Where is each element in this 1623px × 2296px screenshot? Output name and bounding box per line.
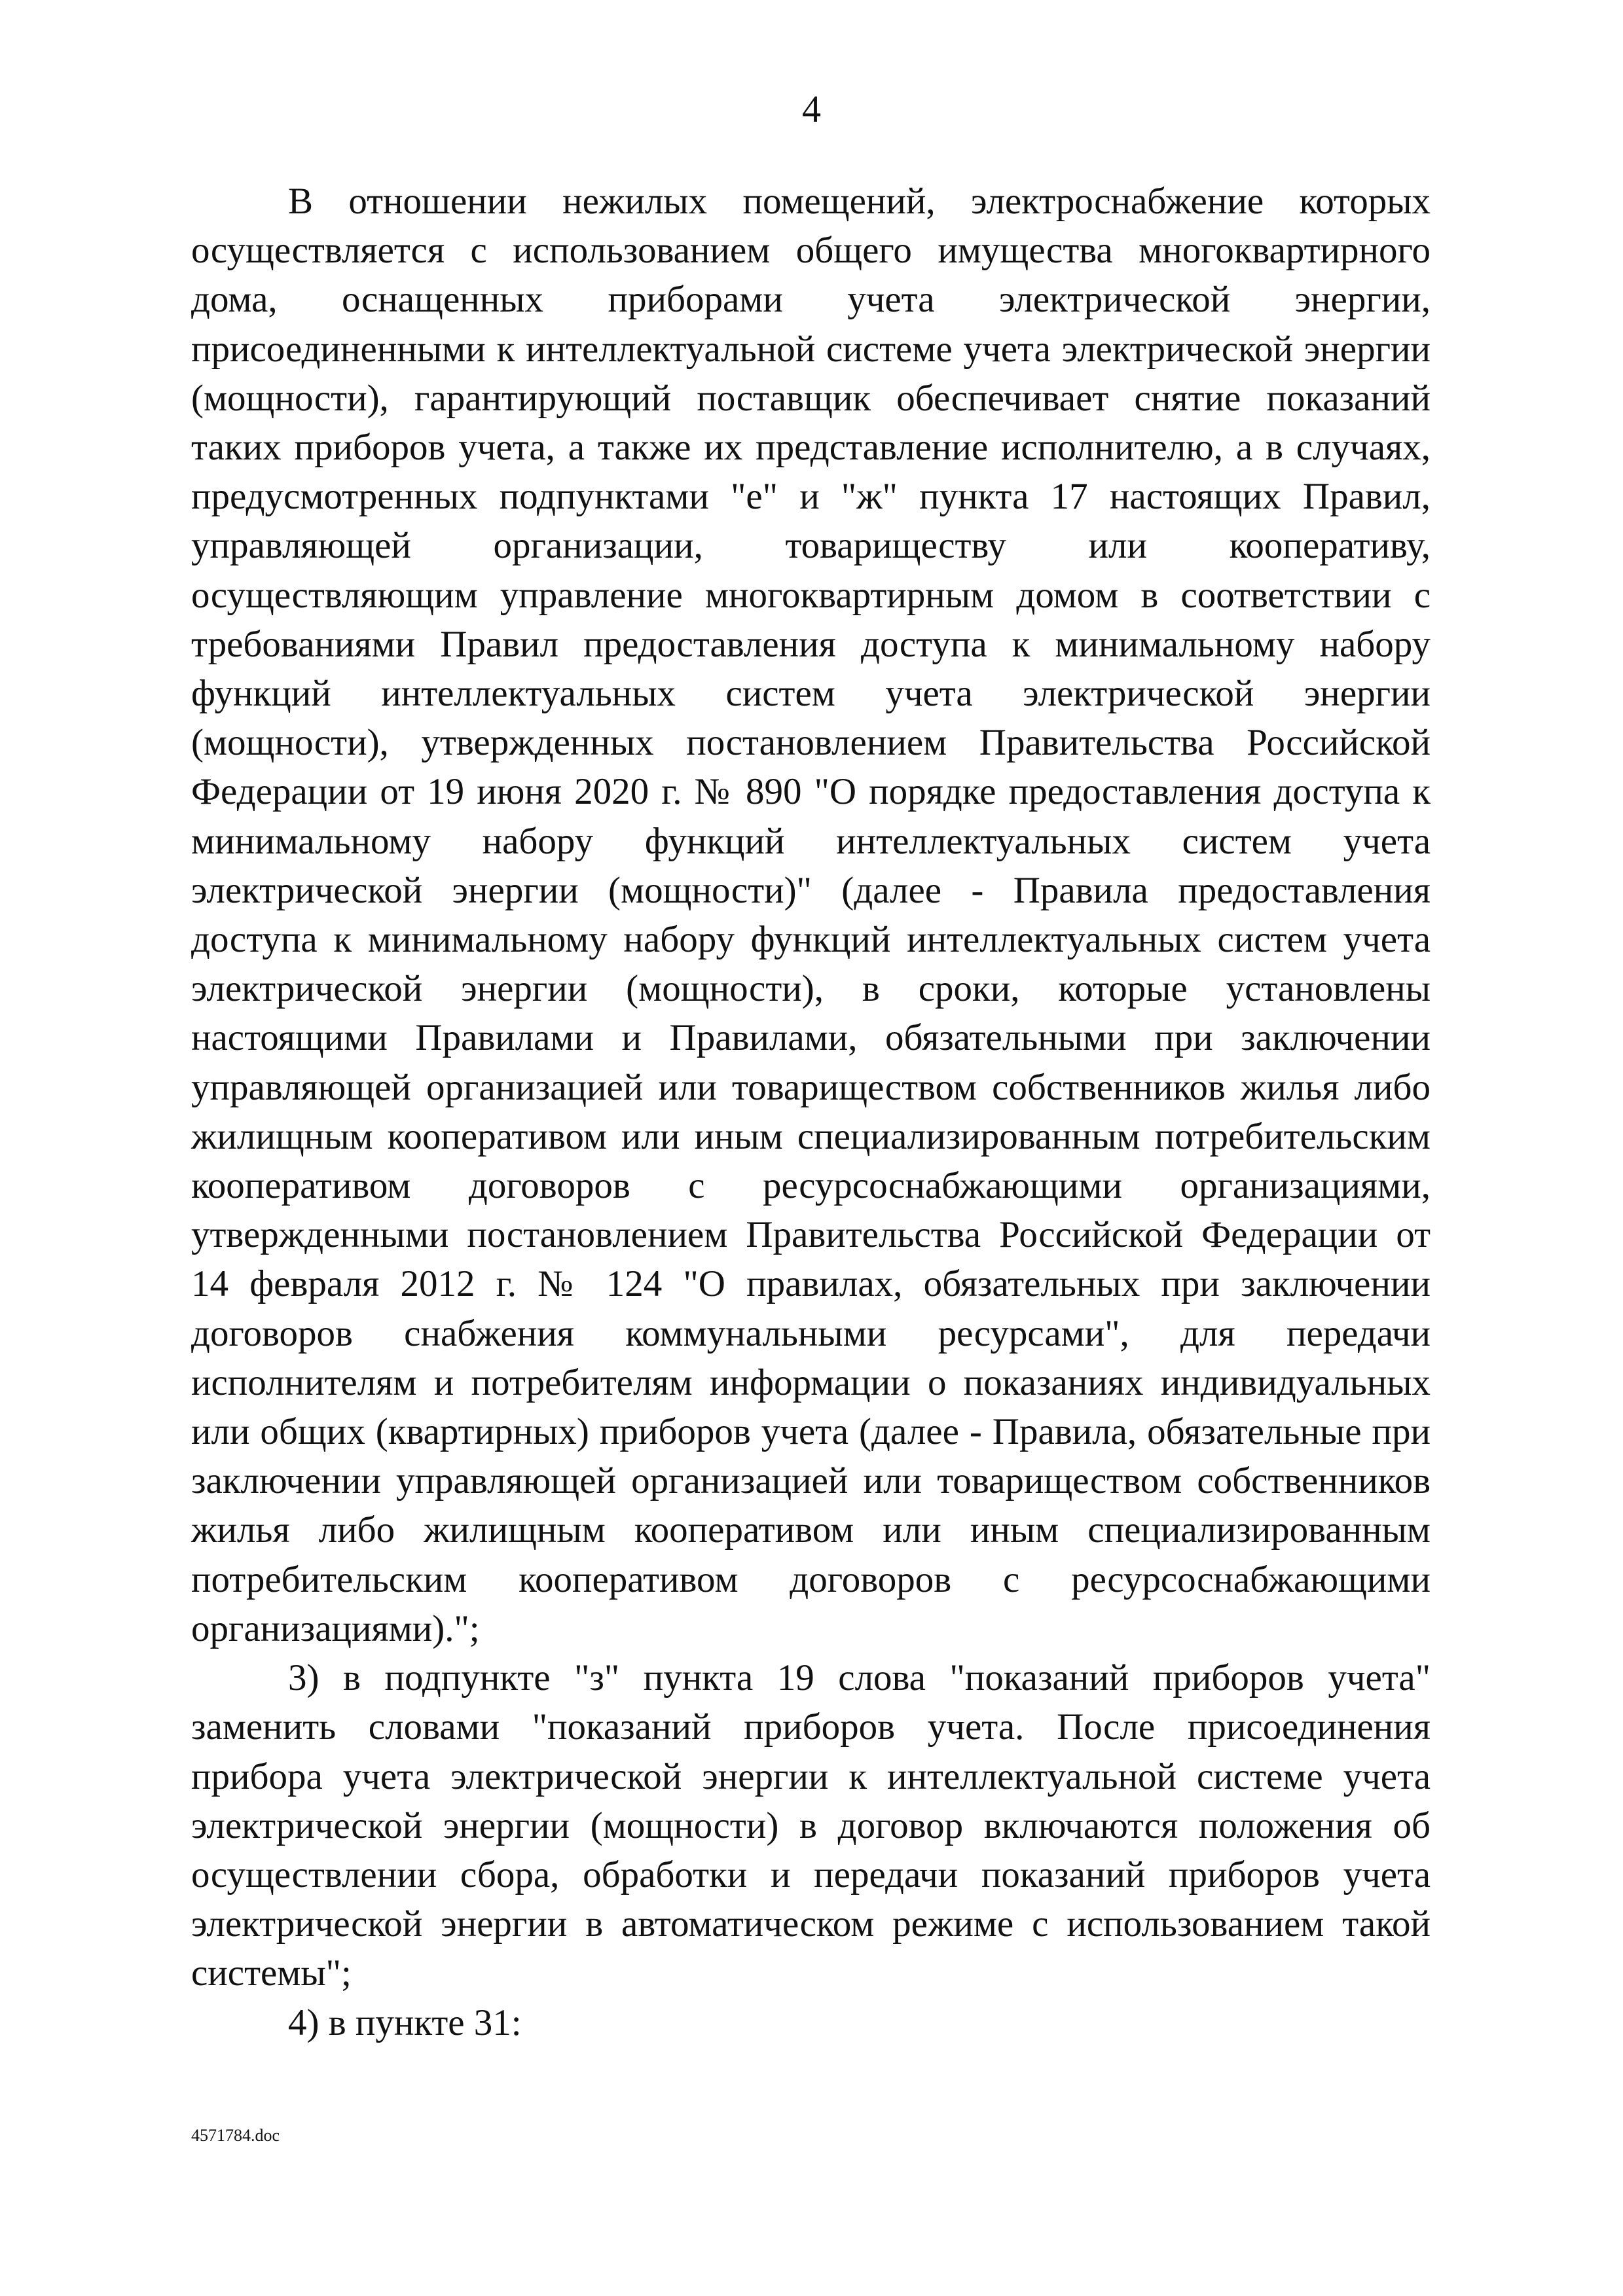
paragraph-item-3: 3) в подпункте "з" пункта 19 слова "показаний приборов учета" заменить словами "показаний приборов учета. После присоединения прибора учета электрической энергии к интеллектуальной системе учета электрической энергии (мощности) в договор включаются положения об осуществлении сбора, обработки и передачи показаний приборов учета электрической энергии в автоматическом режиме с использованием такой системы";: [191, 1657, 1431, 1994]
paragraph-item-4: 4) в пункте 31:: [288, 2001, 522, 2043]
document-body: [191, 177, 1431, 2047]
document-file-code: 4571784.doc: [191, 2126, 280, 2145]
page-number: 4: [802, 88, 821, 130]
paragraph-non-residential-premises: В отношении нежилых помещений, электроснабжение которых осуществляется с использованием общего имущества многоквартирного дома, оснащенных приборами учета электрической энергии, присоединенными к интеллектуальной системе учета электрической энергии (мощности), гарантирующий поставщик обеспечивает снятие показаний таких приборов учета, а также их представление исполнителю, а в случаях, предусмотренных подпунктами "е" и "ж" пункта 17 настоящих Правил, управляющей организации, товариществу или кооперативу, осуществляющим управление многоквартирным домом в соответствии с требованиями Правил предоставления доступа к минимальному набору функций интеллектуальных систем учета электрической энергии (мощности), утвержденных постановлением Правительства Российской Федерации от 19 июня 2020 г. № 890 "О порядке предоставления доступа к минимальному набору функций интеллектуальных систем учета электрической энергии (мощности)" (далее - Правила предоставления доступа к минимальному набору функций интеллектуальных систем учета электрической энергии (мощности), в сроки, которые установлены настоящими Правилами и Правилами, обязательными при заключении управляющей организацией или товариществом собственников жилья либо жилищным кооперативом или иным специализированным потребительским кооперативом договоров с ресурсоснабжающими организациями, утвержденными постановлением Правительства Российской Федерации от 14 февраля 2012 г. № 124 "О правилах, обязательных при заключении договоров снабжения коммунальными ресурсами", для передачи исполнителям и потребителям информации о показаниях индивидуальных или общих (квартирных) приборов учета (далее - Правила, обязательные при заключении управляющей организацией или товариществом собственников жилья либо жилищным кооперативом или иным специализированным потребительским кооперативом договоров с ресурсоснабжающими организациями).";: [191, 181, 1431, 1649]
